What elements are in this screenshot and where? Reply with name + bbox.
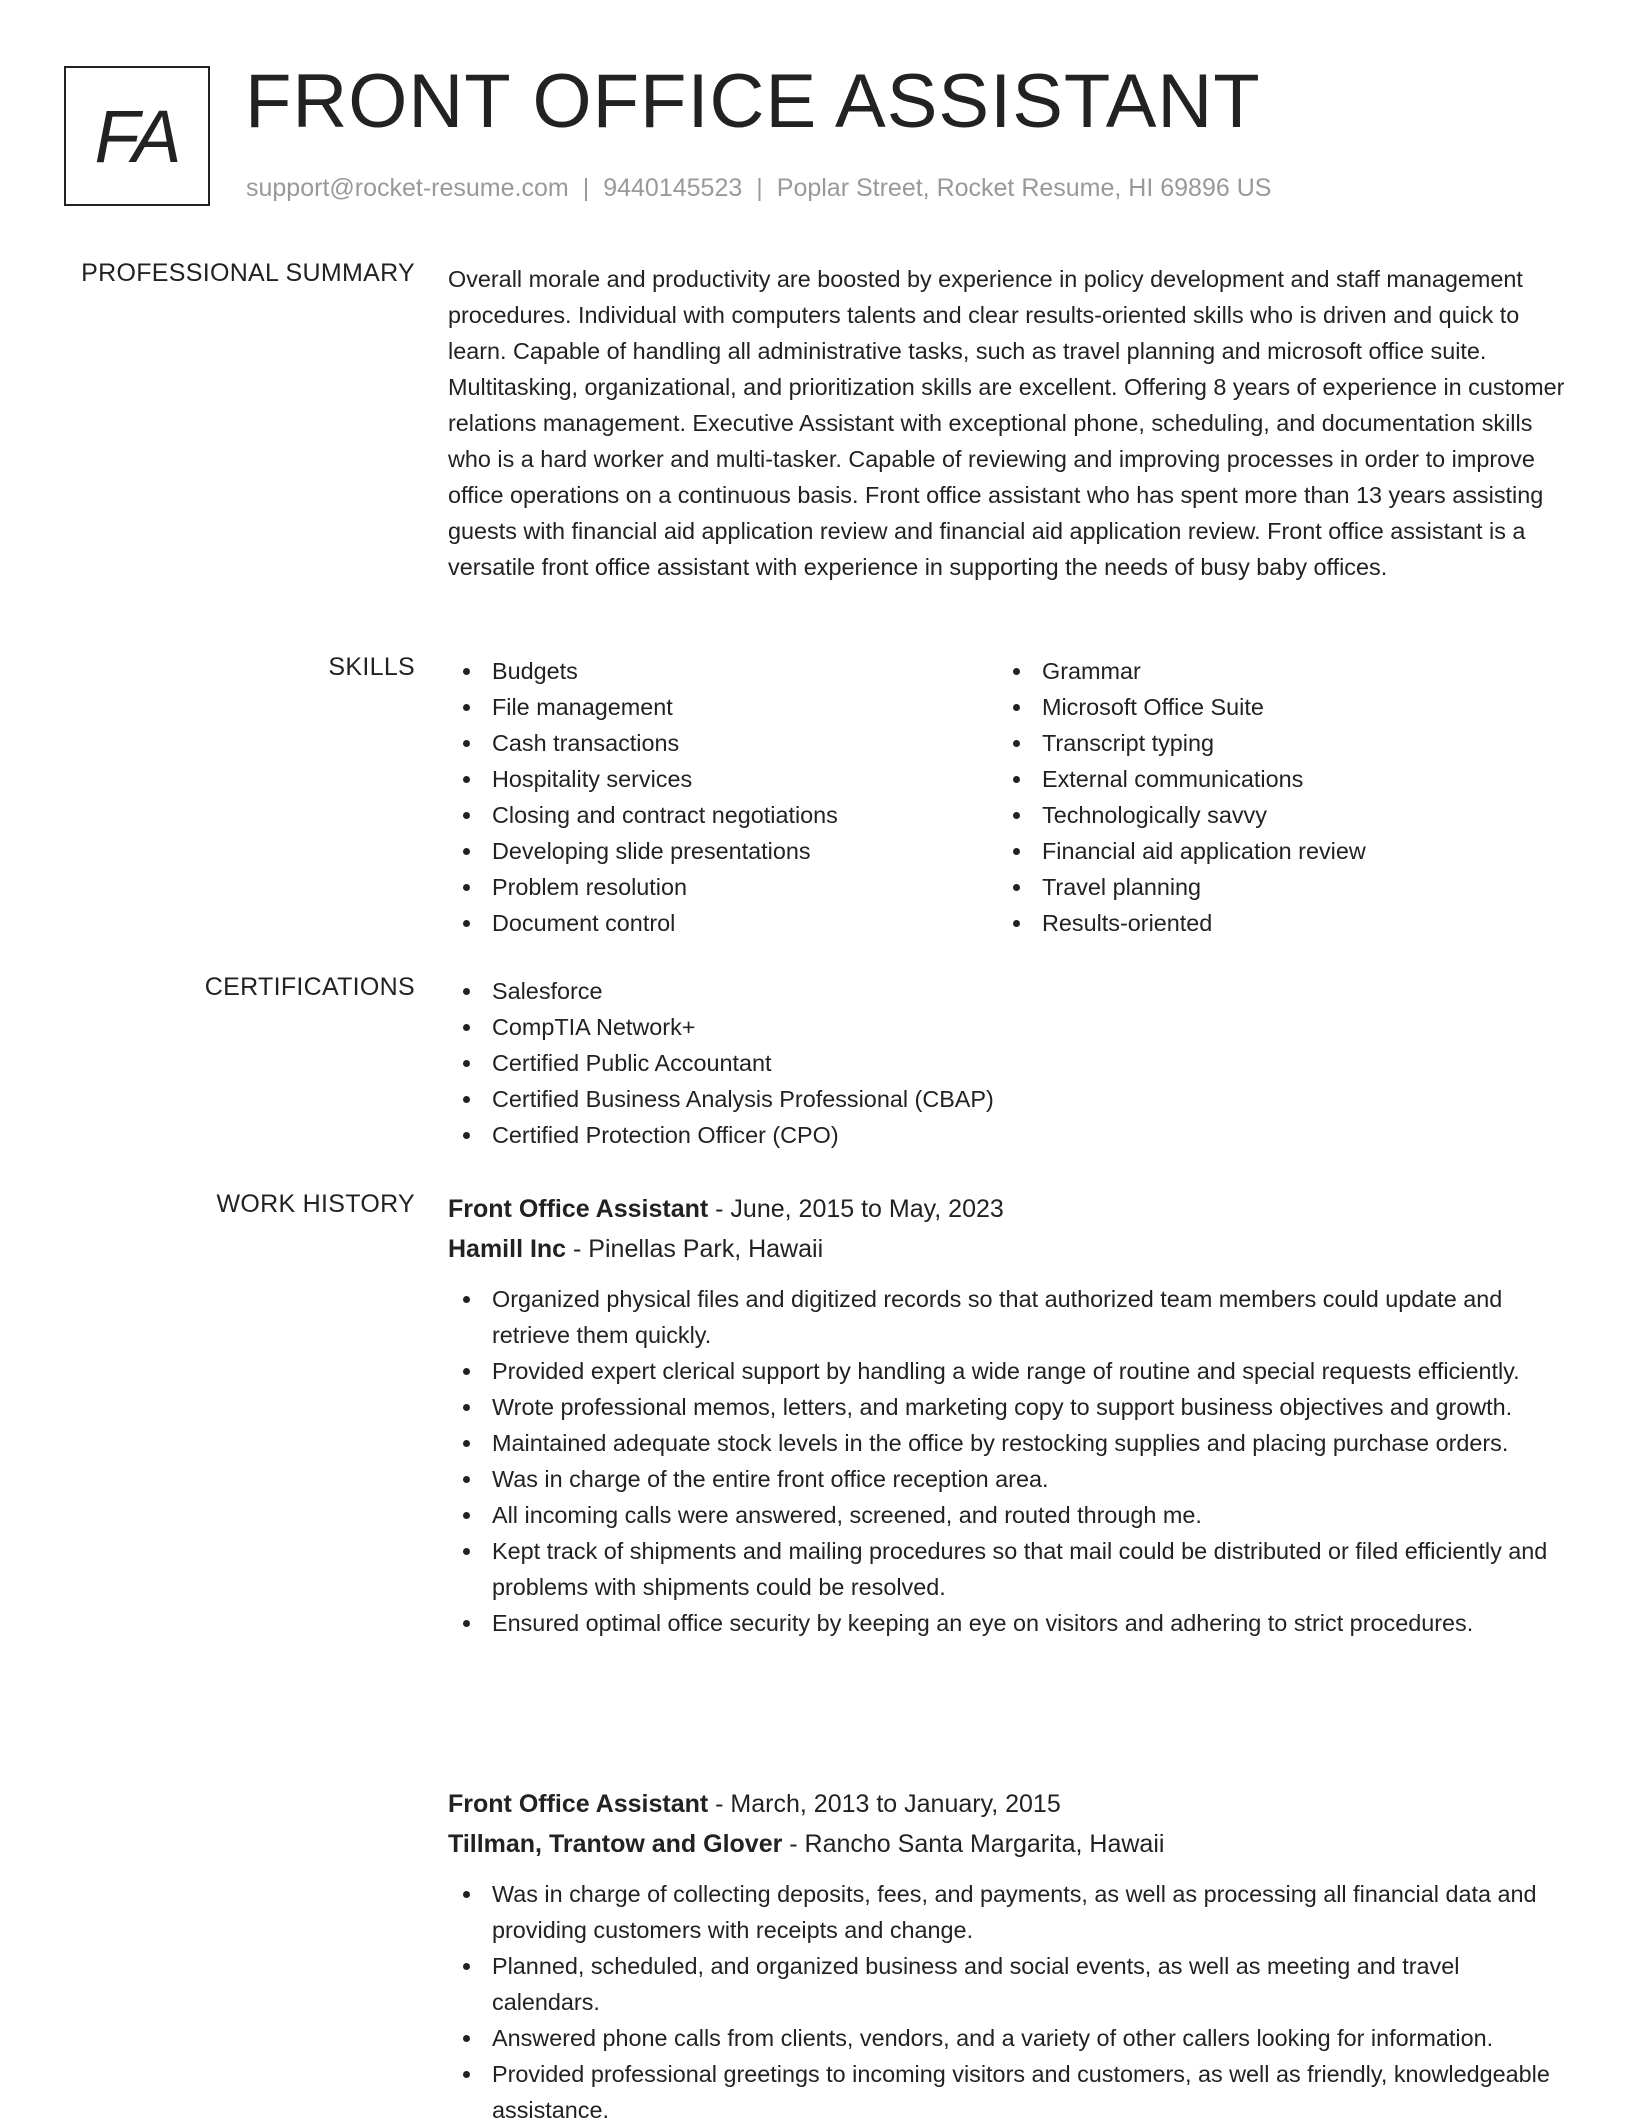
- list-item: Ensured optimal office security by keeping an eye on visitors and adhering to strict procedures.: [448, 1605, 1568, 1641]
- company-line: [448, 1824, 1568, 1864]
- contact-line: [246, 174, 1271, 203]
- list-item: Was in charge of collecting deposits, fees, and payments, as well as processing all financial data and providing customers with receipts and change.: [448, 1876, 1568, 1948]
- job-entry: [448, 1784, 1568, 2128]
- job-title-line: [448, 1189, 1568, 1229]
- company-location: - Rancho Santa Margarita, Hawaii: [782, 1830, 1165, 1858]
- list-item: Maintained adequate stock levels in the office by restocking supplies and placing purchase orders.: [448, 1425, 1568, 1461]
- section-label: PROFESSIONAL SUMMARY: [81, 259, 415, 287]
- list-item: Organized physical files and digitized records so that authorized team members could update and retrieve them quickly.: [448, 1281, 1568, 1353]
- list-item: Certified Public Accountant: [448, 1045, 1568, 1081]
- summary-text: Overall morale and productivity are boosted by experience in policy development and staff management procedures. Individual with computers talents and clear results-oriented skills who is driven and quick to learn. Capable of handling all administrative tasks, such as travel planning and microsoft office suite. Multitasking, organizational, and prioritization skills are excellent. Offering 8 years of experience in customer relations management. Executive Assistant with exceptional phone, scheduling, and documentation skills who is a hard worker and multi-tasker. Capable of reviewing and improving processes in order to improve office operations on a continuous basis. Front office assistant who has spent more than 13 years assisting guests with financial aid application review and financial aid application review. Front office assistant is a versatile front office assistant with experience in supporting the needs of busy baby offices.: [448, 266, 1565, 580]
- list-item: Problem resolution: [448, 869, 968, 905]
- job-title-line: [448, 1784, 1568, 1824]
- list-item: All incoming calls were answered, screened, and routed through me.: [448, 1497, 1568, 1533]
- email[interactable]: support@rocket-resume.com: [246, 174, 569, 202]
- company-name: Tillman, Trantow and Glover: [448, 1830, 783, 1858]
- list-item: Certified Business Analysis Professional (CBAP): [448, 1081, 1568, 1117]
- monogram-logo: [64, 66, 210, 206]
- list-item: Document control: [448, 905, 968, 941]
- list-item: Kept track of shipments and mailing procedures so that mail could be distributed or filed efficiently and problems with shipments could be resolved.: [448, 1533, 1568, 1605]
- section-label: SKILLS: [328, 653, 415, 681]
- job-entry: [448, 1189, 1568, 1641]
- job-bullets: [448, 1281, 1568, 1641]
- list-item: External communications: [998, 761, 1518, 797]
- phone[interactable]: 9440145523: [603, 174, 743, 202]
- list-item: Provided professional greetings to incoming visitors and customers, as well as friendly, knowledgeable assistance.: [448, 2056, 1568, 2128]
- job-dates: - June, 2015 to May, 2023: [708, 1195, 1004, 1223]
- list-item: Financial aid application review: [998, 833, 1518, 869]
- job-title: Front Office Assistant: [448, 1790, 709, 1818]
- job-dates: - March, 2013 to January, 2015: [708, 1790, 1061, 1818]
- company-name: Hamill Inc: [448, 1235, 567, 1263]
- list-item: Budgets: [448, 653, 968, 689]
- list-item: Wrote professional memos, letters, and marketing copy to support business objectives and growth.: [448, 1389, 1568, 1425]
- section-label: CERTIFICATIONS: [204, 973, 415, 1001]
- list-item: File management: [448, 689, 968, 725]
- list-item: Planned, scheduled, and organized business and social events, as well as meeting and travel calendars.: [448, 1948, 1568, 2020]
- list-item: Transcript typing: [998, 725, 1518, 761]
- section-label: WORK HISTORY: [216, 1190, 415, 1218]
- company-line: [448, 1229, 1568, 1269]
- list-item: Provided expert clerical support by handling a wide range of routine and special requests efficiently.: [448, 1353, 1568, 1389]
- address: Poplar Street, Rocket Resume, HI 69896 US: [776, 174, 1272, 202]
- job-title: Front Office Assistant: [448, 1195, 709, 1223]
- separator: |: [582, 174, 590, 202]
- company-location: - Pinellas Park, Hawaii: [566, 1235, 824, 1263]
- list-item: Cash transactions: [448, 725, 968, 761]
- initials: FA: [94, 94, 180, 178]
- list-item: Was in charge of the entire front office reception area.: [448, 1461, 1568, 1497]
- list-item: Grammar: [998, 653, 1518, 689]
- skills-list-right: [998, 653, 1518, 941]
- list-item: Developing slide presentations: [448, 833, 968, 869]
- list-item: Closing and contract negotiations: [448, 797, 968, 833]
- resume-title: FRONT OFFICE ASSISTANT: [245, 59, 1261, 144]
- job-bullets: [448, 1876, 1568, 2128]
- list-item: Microsoft Office Suite: [998, 689, 1518, 725]
- skills-list-left: [448, 653, 968, 941]
- list-item: Results-oriented: [998, 905, 1518, 941]
- list-item: Travel planning: [998, 869, 1518, 905]
- list-item: Certified Protection Officer (CPO): [448, 1117, 1568, 1153]
- separator: |: [756, 174, 763, 202]
- certifications-list: [448, 973, 1568, 1153]
- list-item: Salesforce: [448, 973, 1568, 1009]
- list-item: Answered phone calls from clients, vendors, and a variety of other callers looking for information.: [448, 2020, 1568, 2056]
- list-item: Technologically savvy: [998, 797, 1518, 833]
- list-item: CompTIA Network+: [448, 1009, 1568, 1045]
- list-item: Hospitality services: [448, 761, 968, 797]
